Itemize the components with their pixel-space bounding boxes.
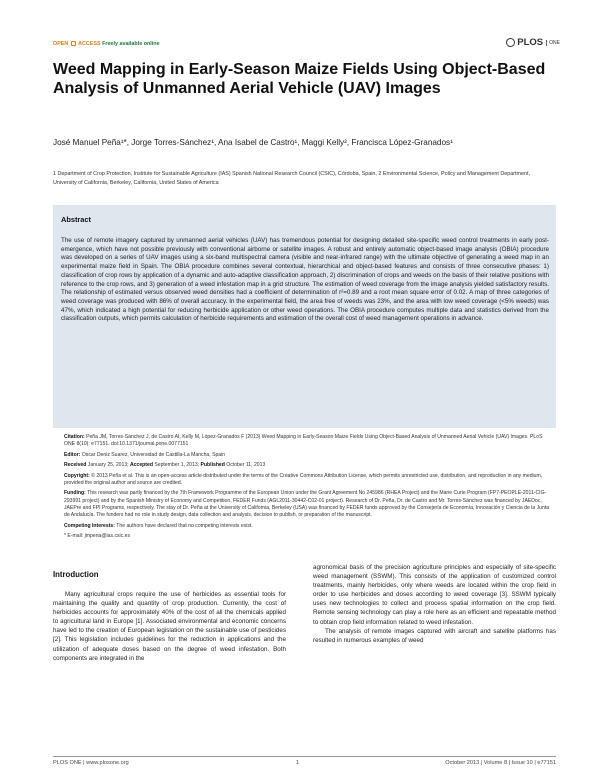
abstract-heading: Abstract	[61, 215, 91, 224]
freely-available-note: Freely available online	[102, 41, 160, 47]
lock-icon	[71, 41, 76, 46]
plos-logo-icon	[506, 38, 515, 47]
affiliations: 1 Department of Crop Protection, Institute for Sustainable Agriculture (IAS) Spanish National Research Council (CSIC), Córdoba, Spain, 2 Environmental Science, Policy and Management Department, University of California, Berkeley, California, United States of America	[53, 171, 531, 186]
footer-issue: October 2013 | Volume 8 | Issue 10 | e77151	[445, 760, 556, 766]
corresponding-email[interactable]: * E-mail: jmpena@ias.csic.es	[64, 533, 131, 540]
page-number: 1	[296, 760, 300, 766]
journal-logo-text: PLOS	[517, 37, 544, 48]
introduction-heading: Introduction	[53, 570, 99, 579]
paragraph: agronomical basis of the precision agriculture principles and especially of site-specific weed management (SSWM). This consists of the application of customized control treatments, mainly herbicides, only where weeds are located within the crop field in order to use herbicides and doses according to weed coverage [3]. SSWM typically uses new technologies to collect and process spatial information on the crop field. Remote sensing technology can play a role here as an efficient and repeatable method to obtain crop field information related to weed infestation.	[313, 564, 556, 626]
journal-suffix: ONE	[546, 40, 560, 46]
author-list: José Manuel Peña¹*, Jorge Torres-Sánchez¹, Ana Isabel de Castro¹, Maggi Kelly², Francisca López-Granados¹	[53, 138, 453, 147]
paragraph: Many agricultural crops require the use of herbicides as essential tools for maintaining the quality and quantity of crop production. Currently, the cost of herbicides accounts for approximately 40% of the cost of all the chemicals applied to agricultural land in Europe [1]. Associated environmental and economic concerns have led to the creation of European legislation on the sustainable use of pesticides [2]. This legislation includes guidelines for the reduction in applications and the utilization of adequate doses based on the degree of weed infestation. Both components are integrated in the	[53, 591, 286, 662]
body-column-left	[53, 590, 286, 663]
footer-divider	[53, 756, 556, 757]
article-metadata	[64, 434, 554, 544]
journal-logo	[506, 37, 560, 48]
dates: Received January 25, 2013; Accepted September 1, 2013; Published October 11, 2013	[64, 462, 266, 469]
access-label: ACCESS	[78, 41, 101, 47]
paragraph: The analysis of remote images captured with aircraft and satellite platforms has resulted in numerous examples of weed	[313, 627, 556, 644]
funding: Funding: This research was partly financed by the 7th Framework Programme of the European Union under the Grant Agreement No 245986 (RHEA Project) and the Marie Curie Program (FP7-PEOPLE-2011-CIG-293991 project) and by the Spanish Ministry of Economy and Competition, FEDER Funds (AGL2011-30442-C02-01 project). Research of Dr. Peña, Dr. de Castro and Mr. Torres-Sánchez was financed by JAEDoc, JAEPre and FPI Programs, respectively. The stay of Dr. Peña at the University of California, Berkeley (USA) was financed by FEDER funds approved by the Consejería de Economía, Innovación y Ciencia de la Junta de Andalucía. The funders had no role in study design, data collection and analysis, decision to publish, or preparation of the manuscript.	[64, 490, 550, 519]
competing-interests: Competing Interests: The authors have declared that no competing interests exist.	[64, 522, 253, 529]
article-title: Weed Mapping in Early-Season Maize Fields Using Object-Based Analysis of Unmanned Aerial Vehicle (UAV) Images	[53, 61, 546, 97]
copyright: Copyright: © 2013 Peña et al. This is an open-access article distributed under the terms of the Creative Commons Attribution License, which permits unrestricted use, distribution, and reproduction in any medium, provided the original author and source are credited.	[64, 472, 543, 486]
abstract-box	[53, 205, 556, 428]
editor: Editor: Oscar Deniz Suarez, Universidad de Castilla-La Mancha, Spain	[64, 451, 226, 458]
citation: Citation: Peña JM, Torres-Sánchez J, de Castro AI, Kelly M, López-Granados F (2013) Weed Mapping in Early-Season Maize Fields Using Object-Based Analysis of Unmanned Aerial Vehicle (UAV) Images. PLoS ONE 8(10): e77151. doi:10.1371/journal.pone.0077151	[64, 434, 543, 448]
open-access-label: OPEN	[53, 41, 69, 47]
footer-journal: PLOS ONE | www.plosone.org	[53, 760, 129, 766]
body-column-right	[313, 563, 556, 645]
open-access-badge	[53, 41, 160, 47]
abstract-text: The use of remote imagery captured by unmanned aerial vehicles (UAV) has tremendous potential for designing detailed site-specific weed control treatments in early post-emergence, which have not possible previously with conventional airborne or satellite images. A robust and entirely automatic object-based image analysis (OBIA) procedure was developed on a series of UAV images using a six-band multispectral camera (visible and near-infrared range) with the ultimate objective of generating a weed map in an experimental maize field in Spain. The OBIA procedure combines several contextual, hierarchical and object-based features and consists of three consecutive phases: 1) classification of crop rows by application of a dynamic and auto-adaptive classification approach, 2) discrimination of crops and weeds on the basis of their relative positions with reference to the crop rows, and 3) generation of a weed infestation map in a grid structure. The estimation of weed coverage from the image analysis yielded satisfactory results. The relationship of estimated versus observed weed densities had a coefficient of determination of r²=0.89 and a root mean square error of 0.02. A map of three categories of weed coverage was produced with 86% of overall accuracy. In the experimental field, the area free of weeds was 23%, and the area with low weed coverage (<5% weeds) was 47%, which indicated a high potential for reducing herbicide application or other weed operations. The OBIA procedure computes multiple data and statistics derived from the classification outputs, which permits calculation of herbicide requirements and estimation of the overall cost of weed management operations in advance.	[61, 237, 549, 323]
